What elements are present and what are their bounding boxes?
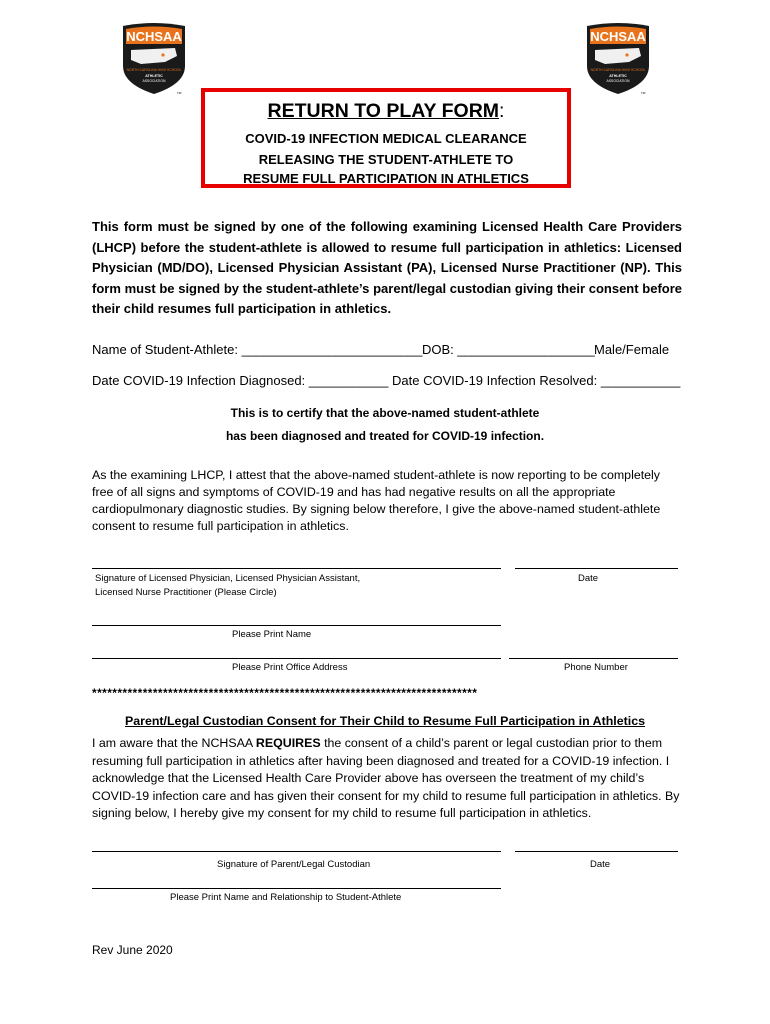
svg-text:ATHLETIC: ATHLETIC [145,74,163,78]
subtitle-line-3: RESUME FULL PARTICIPATION IN ATHLETICS [243,171,529,186]
office-address-line[interactable] [92,658,501,659]
office-address-label: Please Print Office Address [232,662,348,673]
parent-signature-label: Signature of Parent/Legal Custodian [217,859,371,870]
provider-signature-line[interactable] [92,568,501,569]
attest-paragraph: As the examining LHCP, I attest that the above-named student-athlete is now reporting to be completely free of all signs and symptoms of COVID-19 and has had negative results on all the appropriate cardiopulmonary diagnostic studies. By signing below therefore, I give the above-named student-athlete consent to resume full participation in athletics. [92,468,661,533]
parent-print-name-label: Please Print Name and Relationship to Student-Athlete [170,892,402,903]
parent-date-line[interactable] [515,851,678,852]
subtitle-line-1: COVID-19 INFECTION MEDICAL CLEARANCE [245,131,527,146]
revision-date: Rev June 2020 [92,943,173,957]
svg-text:ATHLETIC: ATHLETIC [609,74,627,78]
form-title-text: RETURN TO PLAY FORM [267,100,500,122]
phone-number-label: Phone Number [564,662,628,673]
parent-print-name-line[interactable] [92,888,501,889]
nchsaa-shield-icon [583,22,653,96]
provider-signature-label-1: Signature of Licensed Physician, Licensed Physician Assistant, [95,573,361,584]
consent-paragraph [92,735,684,823]
diagnosed-date-field[interactable]: Date COVID-19 Infection Diagnosed: ___________ [92,373,389,388]
svg-text:TM: TM [177,91,182,95]
form-title [205,100,567,123]
asterisk-separator: **************************************************************************** [92,686,478,700]
svg-text:TM: TM [641,91,646,95]
intro-paragraph: This form must be signed by one of the following examining Licensed Health Care Providers (LHCP) before the student-athlete is allowed to resume full participation in athletics: Licensed Physician (MD/DO), Licensed Physician Assistant (PA), Licensed Nurse Practitioner (NP). This form must be signed by the student-athlete’s parent/legal custodian giving their consent before their child resumes full participation in athletics. [92,219,682,316]
consent-title: Parent/Legal Custodian Consent for Their Child to Resume Full Participation in Athletics [124,714,645,728]
nchsaa-logo-left [119,22,189,96]
title-box [201,88,571,188]
parent-date-label: Date [590,859,611,870]
resolved-date-field[interactable]: Date COVID-19 Infection Resolved: ___________ [392,373,681,388]
name-field[interactable]: Name of Student-Athlete: _________________________ [92,342,423,357]
provider-signature-label [95,572,360,600]
phone-number-line[interactable] [509,658,678,659]
provider-date-line[interactable] [515,568,678,569]
subtitle-line-2: RELEASING THE STUDENT-ATHLETE TO [258,152,514,167]
consent-text-post: the consent of a child’s parent or legal custodian prior to them resuming full participation in athletics after having been diagnosed and treated for a COVID-19 infection. I acknowledge that the Licensed Health Care Provider above has overseen the treatment of my child’s COVID-19 infection care and has given their consent for my child to resume full participation in athletics. By signing below, I hereby give my consent for my child to resume full participation in athletics. [92,736,680,820]
svg-text:NCHSAA: NCHSAA [126,29,182,44]
svg-text:ASSOCIATION: ASSOCIATION [606,79,630,83]
consent-text-pre: I am aware that the NCHSAA [92,736,256,750]
print-name-line[interactable] [92,625,501,626]
svg-text:NORTH CAROLINA HIGH SCHOOL: NORTH CAROLINA HIGH SCHOOL [126,68,182,72]
dob-field[interactable]: DOB: ___________________ [422,342,595,357]
parent-signature-line[interactable] [92,851,501,852]
certify-line-2: has been diagnosed and treated for COVID-19 infection. [225,429,545,443]
certify-line-1: This is to certify that the above-named student-athlete [230,406,540,420]
svg-text:ASSOCIATION: ASSOCIATION [142,79,166,83]
nchsaa-logo-right [583,22,653,96]
print-name-label: Please Print Name [232,629,312,640]
svg-text:NCHSAA: NCHSAA [590,29,646,44]
consent-requires: REQUIRES [255,736,321,750]
nchsaa-shield-icon [119,22,189,96]
sex-field[interactable]: Male/Female [594,342,670,357]
svg-text:NORTH CAROLINA HIGH SCHOOL: NORTH CAROLINA HIGH SCHOOL [590,68,646,72]
provider-signature-label-2: Licensed Nurse Practitioner (Please Circle) [95,587,277,598]
form-title-colon: : [499,100,505,122]
provider-date-label: Date [578,573,599,584]
